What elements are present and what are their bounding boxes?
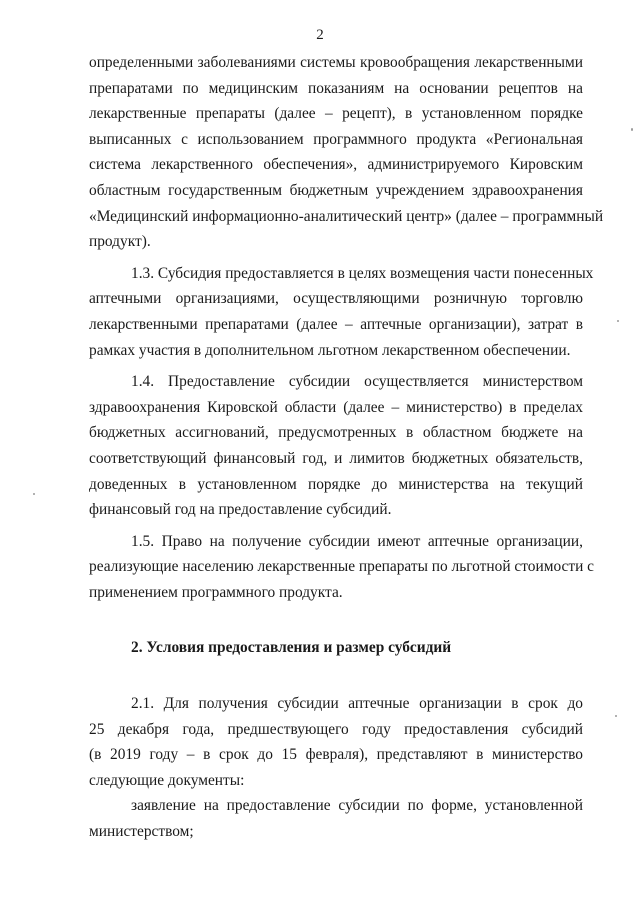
text-line: система лекарственного обеспечения», администрируемого Кировским [89, 156, 583, 174]
document-body [89, 50, 604, 845]
paragraph-2-1 [89, 691, 583, 793]
text-line: препаратами по медицинским показаниям на основании рецептов на [89, 79, 583, 97]
scan-speck [33, 493, 35, 495]
text-line: заявление на предоставление субсидии по форме, установленной [131, 797, 583, 815]
text-line: 2.1. Для получения субсидии аптечные организации в срок до [131, 695, 583, 713]
text-line: финансовый год на предоставление субсидий. [89, 501, 392, 519]
text-line: выписанных с использованием программного продукта «Региональная [89, 130, 583, 148]
section-gap [89, 661, 583, 691]
paragraph-1-3 [89, 261, 594, 363]
paragraph-continuation [89, 50, 604, 255]
text-line: бюджетных ассигнований, предусмотренных в областном бюджете на [89, 424, 583, 442]
text-line: реализующие населению лекарственные препараты по льготной стоимости с [89, 558, 594, 576]
paragraph-1-4 [89, 369, 583, 523]
text-line: лекарственные препараты (далее – рецепт), в установленном порядке [89, 105, 583, 123]
paragraph-application [89, 793, 583, 844]
text-line: 25 декабря года, предшествующего году предоставления субсидий [89, 720, 583, 738]
text-line: следующие документы: [89, 771, 245, 789]
text-line: министерством; [89, 823, 194, 841]
text-line: применением программного продукта. [89, 583, 343, 601]
scan-speck [617, 320, 619, 322]
text-line: соответствующий финансовый год, и лимитов бюджетных обязательств, [89, 449, 583, 467]
scan-speck [631, 128, 633, 131]
text-line: 1.5. Право на получение субсидии имеют аптечные организации, [131, 532, 583, 550]
page-number: 2 [316, 27, 324, 43]
text-line: (в 2019 году – в срок до 15 февраля), представляют в министерство [89, 746, 583, 764]
text-line: здравоохранения Кировской области (далее – министерство) в пределах [89, 398, 583, 416]
text-line: аптечными организациями, осуществляющими розничную торговлю [89, 290, 583, 308]
text-line: «Медицинский информационно-аналитический центр» (далее – программный [89, 207, 604, 225]
text-line: 1.4. Предоставление субсидии осуществляется министерством [131, 373, 583, 391]
text-line: продукт). [89, 233, 151, 251]
text-line: 1.3. Субсидия предоставляется в целях возмещения части понесенных [131, 264, 594, 282]
text-line: лекарственными препаратами (далее – аптечные организации), затрат в [89, 315, 583, 333]
scan-speck [615, 715, 617, 717]
text-line: определенными заболеваниями системы кровообращения лекарственными [89, 54, 583, 71]
section-heading: 2. Условия предоставления и размер субсидий [131, 639, 452, 657]
section-gap [89, 605, 583, 635]
paragraph-1-5 [89, 529, 594, 606]
text-line: областным государственным бюджетным учреждением здравоохранения [89, 181, 583, 199]
text-line: рамках участия в дополнительном льготном лекарственном обеспечении. [89, 341, 571, 359]
text-line: доведенных в установленном порядке до министерства на текущий [89, 475, 583, 493]
